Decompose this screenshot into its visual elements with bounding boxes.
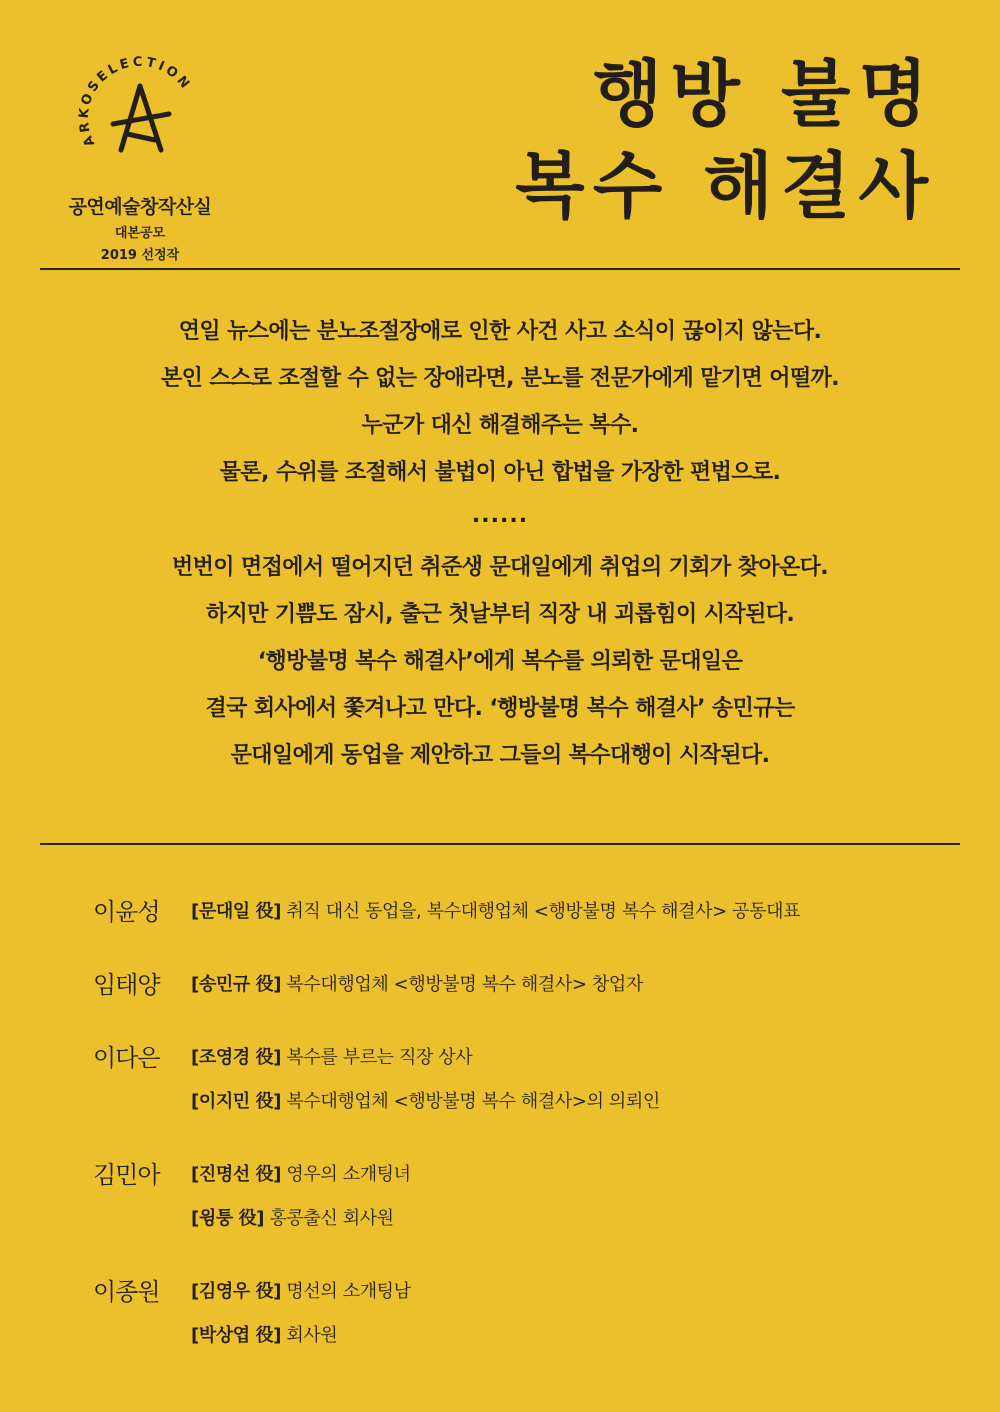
role-description: 영우의 소개팅녀 (286, 1164, 411, 1185)
role-item (191, 1270, 953, 1314)
role-tag: [송민규 役] (191, 974, 282, 995)
synopsis-line: 번번이 면접에서 떨어지던 취준생 문대일에게 취업의 기회가 찾아온다. (171, 555, 829, 580)
synopsis-line: 하지만 기쁨도 잠시, 출근 첫날부터 직장 내 괴롭힘이 시작된다. (205, 602, 795, 627)
role-item (191, 963, 953, 1007)
cast-entry (93, 963, 953, 1007)
actor-name: 이다은 (93, 1044, 160, 1072)
logo-ring-text: ARKOSELECTION (76, 54, 194, 149)
synopsis-line: 문대일에게 동업을 제안하고 그들의 복수대행이 시작된다. (230, 743, 770, 768)
top-divider (40, 268, 960, 270)
role-item (191, 1036, 953, 1080)
role-tag: [박상엽 役] (191, 1325, 282, 1346)
actor-name: 임태양 (93, 971, 160, 999)
role-tag: [윙퉁 役] (191, 1208, 265, 1229)
role-list (191, 1270, 953, 1358)
role-item (191, 890, 953, 934)
synopsis-line: 물론, 수위를 조절해서 불법이 아닌 합법을 가장한 편법으로. (219, 460, 781, 485)
role-item (191, 1197, 953, 1241)
role-list (191, 1036, 953, 1124)
cast-entry (93, 1153, 953, 1241)
logo-subtitle: 대본공모 (114, 226, 166, 241)
role-item (191, 1314, 953, 1358)
poster-title (515, 48, 936, 232)
role-description: 복수대행업체 <행방불명 복수 해결사> 창업자 (286, 974, 643, 995)
logo-organization: 공연예술창작산실 (68, 196, 212, 218)
role-tag: [이지민 役] (191, 1091, 282, 1112)
actor-name: 이종원 (93, 1278, 160, 1306)
arko-emblem-icon (73, 44, 207, 178)
cast-entry (93, 890, 953, 934)
role-description: 홍콩출신 회사원 (269, 1208, 394, 1229)
bottom-divider (40, 843, 960, 845)
role-description: 복수를 부르는 직장 상사 (286, 1047, 473, 1068)
role-tag: [김영우 役] (191, 1281, 282, 1302)
role-list (191, 890, 953, 934)
synopsis-line: 누군가 대신 해결해주는 복수. (361, 413, 639, 438)
synopsis-line: 본인 스스로 조절할 수 없는 장애라면, 분노를 전문가에게 맡기면 어떨까. (161, 366, 839, 391)
cast-list (93, 890, 953, 1358)
cast-entry (93, 1270, 953, 1358)
synopsis-line: ‘행방불명 복수 해결사’에게 복수를 의뢰한 문대일은 (257, 649, 743, 674)
role-description: 명선의 소개팅남 (286, 1281, 411, 1302)
synopsis-line: 연일 뉴스에는 분노조절장애로 인한 사건 사고 소식이 끊이지 않는다. (178, 319, 822, 344)
role-list (191, 1153, 953, 1241)
synopsis (40, 308, 960, 779)
actor-name: 김민아 (93, 1161, 160, 1189)
role-tag: [조영경 役] (191, 1047, 282, 1068)
actor-name: 이윤성 (93, 898, 160, 926)
role-description: 복수대행업체 <행방불명 복수 해결사>의 의뢰인 (286, 1091, 660, 1112)
title-line-2: 복수 해결사 (515, 144, 936, 228)
title-line-1: 행방 불명 (592, 52, 936, 136)
logo-year: 2019 선정작 (100, 248, 180, 263)
synopsis-separator: ...... (471, 503, 529, 528)
role-item (191, 1153, 953, 1197)
synopsis-line: 결국 회사에서 쫓겨나고 만다. ‘행방불명 복수 해결사’ 송민규는 (205, 696, 795, 721)
arko-selection-logo (40, 44, 240, 263)
role-description: 취직 대신 동업을, 복수대행업체 <행방불명 복수 해결사> 공동대표 (286, 901, 801, 922)
role-tag: [문대일 役] (191, 901, 282, 922)
role-description: 회사원 (286, 1325, 338, 1346)
role-item (191, 1080, 953, 1124)
role-tag: [진명선 役] (191, 1164, 282, 1185)
role-list (191, 963, 953, 1007)
cast-entry (93, 1036, 953, 1124)
